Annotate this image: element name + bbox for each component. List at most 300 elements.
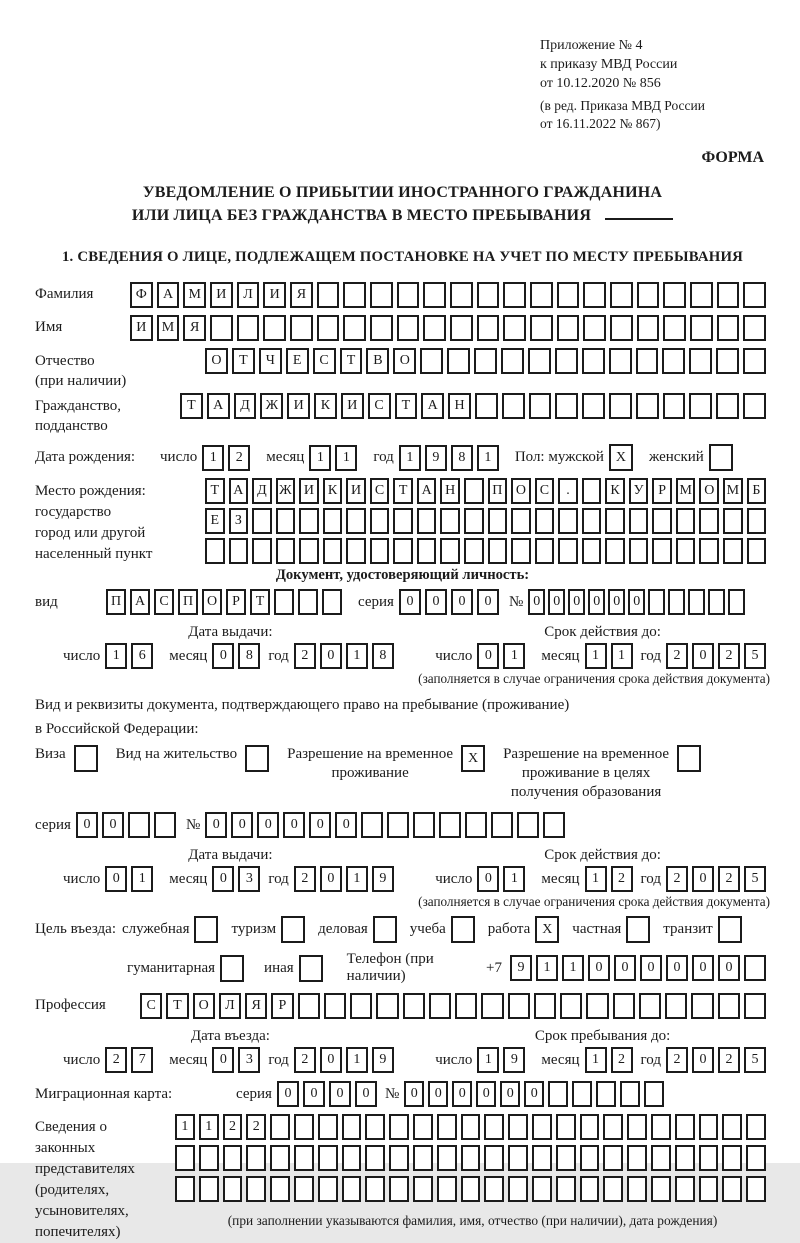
char-cell[interactable]: 0 xyxy=(451,589,473,615)
char-cell[interactable]: 2 xyxy=(666,643,688,669)
char-cell[interactable] xyxy=(699,538,719,564)
char-cell[interactable] xyxy=(464,538,484,564)
char-cell[interactable]: 9 xyxy=(425,445,447,471)
char-cell[interactable] xyxy=(417,508,437,534)
residence-series-cells[interactable] xyxy=(76,812,180,838)
char-cell[interactable]: 2 xyxy=(228,445,250,471)
char-cell[interactable] xyxy=(503,282,526,308)
char-cell[interactable] xyxy=(677,745,701,772)
char-cell[interactable]: Т xyxy=(205,478,225,504)
residence-issue-month[interactable] xyxy=(212,866,264,892)
char-cell[interactable]: И xyxy=(299,478,319,504)
char-cell[interactable]: 0 xyxy=(425,589,447,615)
char-cell[interactable] xyxy=(636,393,659,419)
char-cell[interactable]: 3 xyxy=(238,866,260,892)
char-cell[interactable] xyxy=(229,538,249,564)
char-cell[interactable]: 0 xyxy=(452,1081,472,1107)
char-cell[interactable] xyxy=(451,916,475,943)
char-cell[interactable] xyxy=(322,589,342,615)
char-cell[interactable] xyxy=(582,393,605,419)
char-cell[interactable] xyxy=(389,1114,409,1140)
char-cell[interactable] xyxy=(651,1145,671,1171)
char-cell[interactable] xyxy=(676,538,696,564)
char-cell[interactable] xyxy=(648,589,665,615)
char-cell[interactable] xyxy=(535,508,555,534)
char-cell[interactable] xyxy=(629,508,649,534)
char-cell[interactable] xyxy=(491,812,513,838)
char-cell[interactable] xyxy=(223,1176,243,1202)
char-cell[interactable]: Т xyxy=(393,478,413,504)
char-cell[interactable]: И xyxy=(130,315,153,341)
char-cell[interactable] xyxy=(668,589,685,615)
char-cell[interactable] xyxy=(370,508,390,534)
char-cell[interactable]: 5 xyxy=(744,1047,766,1073)
char-cell[interactable] xyxy=(403,993,425,1019)
char-cell[interactable]: 1 xyxy=(536,955,558,981)
char-cell[interactable] xyxy=(637,282,660,308)
char-cell[interactable] xyxy=(429,993,451,1019)
char-cell[interactable] xyxy=(609,348,632,374)
char-cell[interactable]: Ф xyxy=(130,282,153,308)
char-cell[interactable]: С xyxy=(154,589,174,615)
char-cell[interactable] xyxy=(365,1176,385,1202)
char-cell[interactable] xyxy=(556,1114,576,1140)
char-cell[interactable]: 8 xyxy=(238,643,260,669)
char-cell[interactable]: К xyxy=(605,478,625,504)
char-cell[interactable] xyxy=(605,538,625,564)
char-cell[interactable]: А xyxy=(157,282,180,308)
char-cell[interactable]: С xyxy=(370,478,390,504)
char-cell[interactable]: 9 xyxy=(372,1047,394,1073)
char-cell[interactable]: Я xyxy=(183,315,206,341)
char-cell[interactable] xyxy=(417,538,437,564)
char-cell[interactable] xyxy=(294,1145,314,1171)
char-cell[interactable] xyxy=(343,282,366,308)
char-cell[interactable]: 2 xyxy=(105,1047,127,1073)
representatives-line3[interactable] xyxy=(175,1176,770,1202)
char-cell[interactable] xyxy=(270,1114,290,1140)
char-cell[interactable]: 6 xyxy=(131,643,153,669)
char-cell[interactable]: 2 xyxy=(294,1047,316,1073)
doc-series-cells[interactable] xyxy=(399,589,503,615)
char-cell[interactable] xyxy=(555,348,578,374)
char-cell[interactable] xyxy=(610,315,633,341)
char-cell[interactable]: 0 xyxy=(640,955,662,981)
stay-year[interactable] xyxy=(666,1047,770,1073)
char-cell[interactable]: 0 xyxy=(404,1081,424,1107)
char-cell[interactable]: 0 xyxy=(528,589,545,615)
char-cell[interactable] xyxy=(572,1081,592,1107)
residence-issue-year[interactable] xyxy=(294,866,398,892)
char-cell[interactable] xyxy=(665,993,687,1019)
citizenship-cells[interactable] xyxy=(180,393,770,419)
char-cell[interactable] xyxy=(299,955,323,982)
char-cell[interactable]: М xyxy=(157,315,180,341)
char-cell[interactable] xyxy=(688,589,705,615)
char-cell[interactable] xyxy=(128,812,150,838)
char-cell[interactable]: 5 xyxy=(744,643,766,669)
char-cell[interactable]: 0 xyxy=(718,955,740,981)
char-cell[interactable] xyxy=(517,812,539,838)
temp-permit-checkbox[interactable] xyxy=(461,745,489,772)
char-cell[interactable] xyxy=(413,1145,433,1171)
char-cell[interactable] xyxy=(743,348,766,374)
char-cell[interactable]: X xyxy=(535,916,559,943)
char-cell[interactable] xyxy=(560,993,582,1019)
char-cell[interactable]: 3 xyxy=(238,1047,260,1073)
char-cell[interactable] xyxy=(437,1114,457,1140)
char-cell[interactable]: . xyxy=(558,478,578,504)
char-cell[interactable] xyxy=(558,508,578,534)
char-cell[interactable] xyxy=(199,1176,219,1202)
char-cell[interactable] xyxy=(370,282,393,308)
char-cell[interactable]: 1 xyxy=(503,866,525,892)
char-cell[interactable] xyxy=(475,393,498,419)
char-cell[interactable]: Л xyxy=(237,282,260,308)
char-cell[interactable]: 8 xyxy=(451,445,473,471)
char-cell[interactable] xyxy=(675,1176,695,1202)
char-cell[interactable] xyxy=(699,1114,719,1140)
entry-month[interactable] xyxy=(212,1047,264,1073)
char-cell[interactable]: 1 xyxy=(585,1047,607,1073)
doc-issue-day[interactable] xyxy=(105,643,157,669)
residence-valid-month[interactable] xyxy=(585,866,637,892)
char-cell[interactable]: 0 xyxy=(309,812,331,838)
char-cell[interactable] xyxy=(743,282,766,308)
char-cell[interactable] xyxy=(508,1176,528,1202)
char-cell[interactable] xyxy=(317,282,340,308)
char-cell[interactable] xyxy=(723,508,743,534)
char-cell[interactable]: Д xyxy=(234,393,257,419)
char-cell[interactable] xyxy=(676,508,696,534)
stay-month[interactable] xyxy=(585,1047,637,1073)
char-cell[interactable]: 0 xyxy=(205,812,227,838)
char-cell[interactable] xyxy=(205,538,225,564)
char-cell[interactable] xyxy=(508,1114,528,1140)
char-cell[interactable]: 2 xyxy=(718,1047,740,1073)
char-cell[interactable]: А xyxy=(421,393,444,419)
char-cell[interactable] xyxy=(461,1145,481,1171)
char-cell[interactable]: 2 xyxy=(718,643,740,669)
doc-valid-month[interactable] xyxy=(585,643,637,669)
char-cell[interactable]: А xyxy=(207,393,230,419)
char-cell[interactable]: 0 xyxy=(477,589,499,615)
edu-permit-checkbox[interactable] xyxy=(677,745,705,772)
char-cell[interactable]: 9 xyxy=(503,1047,525,1073)
char-cell[interactable] xyxy=(324,993,346,1019)
char-cell[interactable]: 1 xyxy=(346,643,368,669)
char-cell[interactable]: X xyxy=(609,444,633,471)
char-cell[interactable] xyxy=(709,444,733,471)
char-cell[interactable] xyxy=(718,916,742,943)
char-cell[interactable] xyxy=(223,1145,243,1171)
char-cell[interactable]: 7 xyxy=(131,1047,153,1073)
char-cell[interactable]: 2 xyxy=(294,866,316,892)
visa-checkbox[interactable] xyxy=(74,745,102,772)
entry-year[interactable] xyxy=(294,1047,398,1073)
char-cell[interactable] xyxy=(744,993,766,1019)
char-cell[interactable]: А xyxy=(417,478,437,504)
doc-issue-year[interactable] xyxy=(294,643,398,669)
char-cell[interactable] xyxy=(252,508,272,534)
char-cell[interactable]: 1 xyxy=(346,866,368,892)
sluzhebnaya-checkbox[interactable] xyxy=(194,916,222,943)
char-cell[interactable]: 1 xyxy=(131,866,153,892)
birth-year-cells[interactable] xyxy=(399,445,503,471)
rabota-checkbox[interactable] xyxy=(535,916,563,943)
char-cell[interactable]: 5 xyxy=(744,866,766,892)
char-cell[interactable]: Е xyxy=(205,508,225,534)
char-cell[interactable]: 0 xyxy=(329,1081,351,1107)
char-cell[interactable]: 0 xyxy=(428,1081,448,1107)
char-cell[interactable] xyxy=(557,315,580,341)
char-cell[interactable]: Р xyxy=(271,993,293,1019)
char-cell[interactable]: 0 xyxy=(320,866,342,892)
char-cell[interactable] xyxy=(220,955,244,982)
char-cell[interactable]: С xyxy=(140,993,162,1019)
char-cell[interactable] xyxy=(481,993,503,1019)
char-cell[interactable]: 2 xyxy=(666,1047,688,1073)
char-cell[interactable] xyxy=(317,315,340,341)
char-cell[interactable]: Я xyxy=(245,993,267,1019)
char-cell[interactable]: Т xyxy=(232,348,255,374)
char-cell[interactable]: 0 xyxy=(76,812,98,838)
char-cell[interactable]: Е xyxy=(286,348,309,374)
char-cell[interactable] xyxy=(605,508,625,534)
char-cell[interactable] xyxy=(299,508,319,534)
char-cell[interactable]: П xyxy=(106,589,126,615)
char-cell[interactable] xyxy=(298,589,318,615)
char-cell[interactable]: К xyxy=(314,393,337,419)
char-cell[interactable] xyxy=(639,993,661,1019)
char-cell[interactable] xyxy=(461,1176,481,1202)
char-cell[interactable] xyxy=(389,1176,409,1202)
char-cell[interactable]: 0 xyxy=(212,643,234,669)
char-cell[interactable] xyxy=(464,478,484,504)
char-cell[interactable] xyxy=(583,282,606,308)
char-cell[interactable] xyxy=(717,282,740,308)
char-cell[interactable] xyxy=(613,993,635,1019)
doc-number-cells[interactable] xyxy=(528,589,748,615)
char-cell[interactable] xyxy=(637,315,660,341)
char-cell[interactable]: К xyxy=(323,478,343,504)
stay-day[interactable] xyxy=(477,1047,529,1073)
chastnaya-checkbox[interactable] xyxy=(626,916,654,943)
char-cell[interactable] xyxy=(437,1145,457,1171)
char-cell[interactable]: 1 xyxy=(477,1047,499,1073)
char-cell[interactable] xyxy=(447,348,470,374)
char-cell[interactable] xyxy=(439,812,461,838)
char-cell[interactable] xyxy=(690,282,713,308)
char-cell[interactable]: О xyxy=(205,348,228,374)
char-cell[interactable]: 1 xyxy=(335,445,357,471)
char-cell[interactable] xyxy=(699,1176,719,1202)
char-cell[interactable] xyxy=(582,348,605,374)
char-cell[interactable] xyxy=(746,1114,766,1140)
char-cell[interactable]: З xyxy=(229,508,249,534)
char-cell[interactable] xyxy=(743,393,766,419)
char-cell[interactable]: П xyxy=(488,478,508,504)
char-cell[interactable] xyxy=(501,348,524,374)
char-cell[interactable] xyxy=(393,508,413,534)
ucheba-checkbox[interactable] xyxy=(451,916,479,943)
char-cell[interactable] xyxy=(716,393,739,419)
char-cell[interactable]: Р xyxy=(226,589,246,615)
char-cell[interactable] xyxy=(651,1114,671,1140)
char-cell[interactable]: 1 xyxy=(105,643,127,669)
char-cell[interactable] xyxy=(465,812,487,838)
char-cell[interactable] xyxy=(318,1114,338,1140)
char-cell[interactable] xyxy=(532,1176,552,1202)
char-cell[interactable] xyxy=(636,348,659,374)
char-cell[interactable]: 2 xyxy=(666,866,688,892)
char-cell[interactable] xyxy=(397,282,420,308)
char-cell[interactable] xyxy=(586,993,608,1019)
char-cell[interactable]: 0 xyxy=(277,1081,299,1107)
char-cell[interactable]: 0 xyxy=(666,955,688,981)
char-cell[interactable] xyxy=(294,1114,314,1140)
char-cell[interactable]: 0 xyxy=(548,589,565,615)
char-cell[interactable] xyxy=(342,1176,362,1202)
char-cell[interactable]: И xyxy=(341,393,364,419)
char-cell[interactable]: А xyxy=(229,478,249,504)
char-cell[interactable]: 0 xyxy=(692,866,714,892)
char-cell[interactable]: Д xyxy=(252,478,272,504)
char-cell[interactable]: Т xyxy=(166,993,188,1019)
char-cell[interactable] xyxy=(529,393,552,419)
char-cell[interactable] xyxy=(342,1145,362,1171)
char-cell[interactable]: М xyxy=(183,282,206,308)
char-cell[interactable] xyxy=(508,1145,528,1171)
char-cell[interactable] xyxy=(281,916,305,943)
char-cell[interactable]: Т xyxy=(250,589,270,615)
gumanitarnaya-checkbox[interactable] xyxy=(220,955,248,982)
profession-cells[interactable] xyxy=(140,993,770,1019)
doc-valid-day[interactable] xyxy=(477,643,529,669)
char-cell[interactable] xyxy=(530,282,553,308)
char-cell[interactable]: 0 xyxy=(628,589,645,615)
char-cell[interactable] xyxy=(263,315,286,341)
char-cell[interactable] xyxy=(323,508,343,534)
char-cell[interactable] xyxy=(477,315,500,341)
char-cell[interactable] xyxy=(627,1176,647,1202)
char-cell[interactable]: 0 xyxy=(524,1081,544,1107)
char-cell[interactable]: 0 xyxy=(257,812,279,838)
surname-cells[interactable] xyxy=(130,282,770,308)
char-cell[interactable] xyxy=(413,1176,433,1202)
char-cell[interactable]: У xyxy=(629,478,649,504)
char-cell[interactable]: X xyxy=(461,745,485,772)
char-cell[interactable] xyxy=(651,1176,671,1202)
char-cell[interactable] xyxy=(596,1081,616,1107)
gender-male-checkbox[interactable] xyxy=(609,444,637,471)
residence-number-cells[interactable] xyxy=(205,812,569,838)
char-cell[interactable]: 1 xyxy=(399,445,421,471)
gender-female-checkbox[interactable] xyxy=(709,444,737,471)
turizm-checkbox[interactable] xyxy=(281,916,309,943)
char-cell[interactable] xyxy=(508,993,530,1019)
char-cell[interactable]: О xyxy=(511,478,531,504)
birth-month-cells[interactable] xyxy=(309,445,361,471)
char-cell[interactable] xyxy=(450,315,473,341)
char-cell[interactable]: Б xyxy=(747,478,767,504)
char-cell[interactable]: О xyxy=(393,348,416,374)
char-cell[interactable] xyxy=(543,812,565,838)
char-cell[interactable]: 0 xyxy=(102,812,124,838)
char-cell[interactable] xyxy=(717,315,740,341)
char-cell[interactable]: 1 xyxy=(309,445,331,471)
delovaya-checkbox[interactable] xyxy=(373,916,401,943)
char-cell[interactable] xyxy=(528,348,551,374)
char-cell[interactable] xyxy=(274,589,294,615)
char-cell[interactable] xyxy=(370,315,393,341)
char-cell[interactable] xyxy=(746,1145,766,1171)
migration-number-cells[interactable] xyxy=(404,1081,668,1107)
char-cell[interactable] xyxy=(484,1176,504,1202)
char-cell[interactable] xyxy=(246,1176,266,1202)
char-cell[interactable]: 1 xyxy=(503,643,525,669)
char-cell[interactable]: 0 xyxy=(355,1081,377,1107)
char-cell[interactable] xyxy=(413,1114,433,1140)
char-cell[interactable]: 0 xyxy=(500,1081,520,1107)
char-cell[interactable] xyxy=(376,993,398,1019)
char-cell[interactable] xyxy=(365,1114,385,1140)
char-cell[interactable]: 0 xyxy=(477,643,499,669)
char-cell[interactable] xyxy=(488,538,508,564)
char-cell[interactable] xyxy=(652,538,672,564)
char-cell[interactable] xyxy=(373,916,397,943)
char-cell[interactable]: М xyxy=(723,478,743,504)
char-cell[interactable] xyxy=(557,282,580,308)
birth-place-line3[interactable] xyxy=(205,538,770,564)
char-cell[interactable] xyxy=(488,508,508,534)
char-cell[interactable] xyxy=(423,315,446,341)
char-cell[interactable] xyxy=(691,993,713,1019)
char-cell[interactable]: 0 xyxy=(231,812,253,838)
char-cell[interactable] xyxy=(484,1145,504,1171)
char-cell[interactable] xyxy=(502,393,525,419)
char-cell[interactable]: 1 xyxy=(585,866,607,892)
birth-place-line1[interactable] xyxy=(205,478,770,504)
inaya-checkbox[interactable] xyxy=(299,955,327,982)
char-cell[interactable] xyxy=(548,1081,568,1107)
char-cell[interactable] xyxy=(675,1145,695,1171)
char-cell[interactable] xyxy=(455,993,477,1019)
char-cell[interactable]: 0 xyxy=(399,589,421,615)
char-cell[interactable] xyxy=(74,745,98,772)
char-cell[interactable]: 0 xyxy=(320,643,342,669)
char-cell[interactable]: 1 xyxy=(175,1114,195,1140)
char-cell[interactable]: С xyxy=(535,478,555,504)
char-cell[interactable] xyxy=(370,538,390,564)
char-cell[interactable]: П xyxy=(178,589,198,615)
representatives-line2[interactable] xyxy=(175,1145,770,1171)
char-cell[interactable] xyxy=(663,315,686,341)
char-cell[interactable] xyxy=(556,1145,576,1171)
char-cell[interactable]: Т xyxy=(395,393,418,419)
char-cell[interactable] xyxy=(323,538,343,564)
char-cell[interactable] xyxy=(603,1176,623,1202)
char-cell[interactable] xyxy=(276,538,296,564)
birth-place-line2[interactable] xyxy=(205,508,770,534)
char-cell[interactable] xyxy=(393,538,413,564)
char-cell[interactable] xyxy=(580,1176,600,1202)
char-cell[interactable] xyxy=(440,538,460,564)
char-cell[interactable] xyxy=(294,1176,314,1202)
char-cell[interactable]: 0 xyxy=(608,589,625,615)
doc-valid-year[interactable] xyxy=(666,643,770,669)
char-cell[interactable]: 2 xyxy=(294,643,316,669)
